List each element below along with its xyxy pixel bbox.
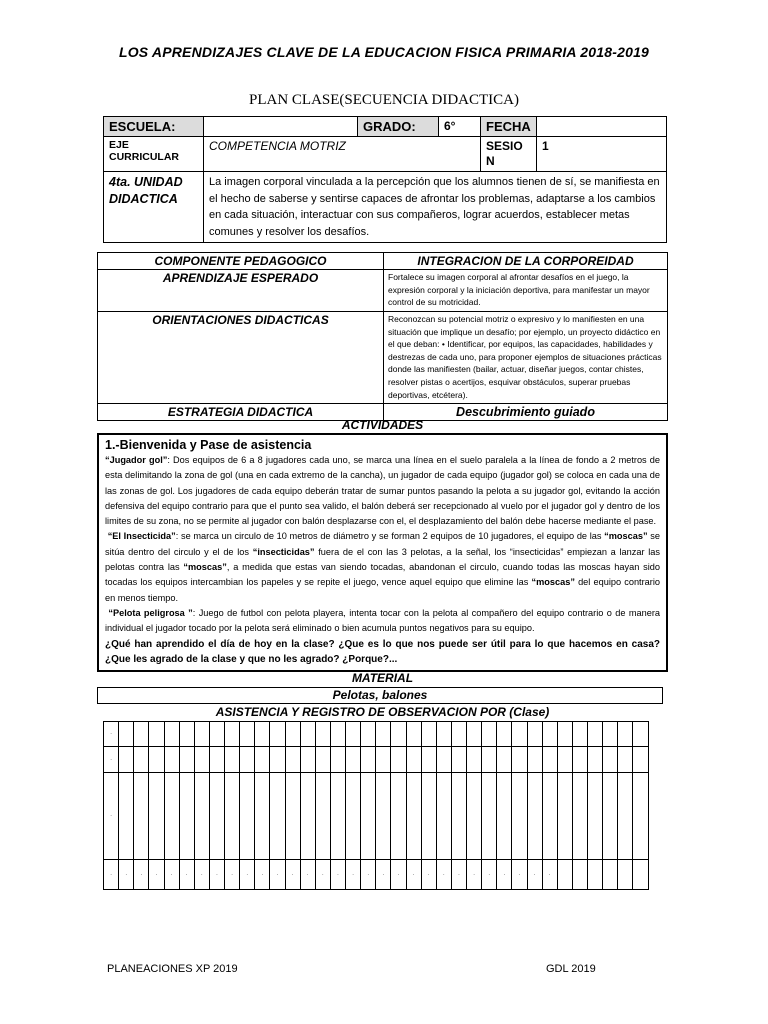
pedagogic-table [97,252,668,421]
attendance-cell: · [240,860,255,890]
attendance-cell [618,722,633,747]
plan-title: PLAN CLASE(SECUENCIA DIDACTICA) [249,92,519,108]
attendance-cell [557,747,572,773]
attendance-cell [527,747,542,773]
attendance-cell [588,860,603,890]
attendance-cell [376,747,391,773]
attendance-cell [134,773,149,860]
attendance-cell: · [179,860,194,890]
activity-text: se sitúa dentro del circulo y el de los [105,531,660,557]
attendance-cell [179,722,194,747]
activity-text: : se marca un circulo de 10 metros de diámetro y se forman 2 equipos de 10 jugadores, el equipo de las [175,531,605,542]
grado-label: GRADO: [358,117,439,137]
attendance-cell [376,722,391,747]
attendance-cell: · [255,860,270,890]
reflection-questions: ¿Qué han aprendido el día de hoy en la clase? ¿Que es lo que nos puede ser útil para lo que hacemos en casa? ¿Que les agrado de la clase y que no les agrado? ¿Porque?... [105,638,660,665]
attendance-cell [497,773,512,860]
attendance-cell [603,860,618,890]
attendance-cell [164,747,179,773]
attendance-cell [557,860,572,890]
attendance-cell [557,722,572,747]
attendance-cell [134,747,149,773]
attendance-cell [149,747,164,773]
unidad-text: La imagen corporal vinculada a la percepción que los alumnos tienen de sí, se manifiesta en el hecho de saberse y sentirse capaces de afrontar los problemas, adaptarse a los cambios en cada situación, interactuar con sus compañeros, lograr acuerdos, establecer metas comunes y resolver los desafíos. [204,172,667,243]
attendance-cell: · [527,860,542,890]
attendance-cell [436,747,451,773]
activities-heading: 1.-Bienvenida y Pase de asistencia [105,438,312,452]
attendance-grid [103,721,649,890]
attendance-cell [467,722,482,747]
attendance-cell [603,722,618,747]
attendance-title: ASISTENCIA Y REGISTRO DE OBSERVACION POR (Clase) [215,705,550,719]
attendance-cell [361,722,376,747]
attendance-cell [557,773,572,860]
attendance-cell [451,773,466,860]
attendance-cell [497,722,512,747]
attendance-cell [482,747,497,773]
attendance-cell: · [436,860,451,890]
attendance-cell: · [421,860,436,890]
attendance-cell: · [391,860,406,890]
material-value: Pelotas, balones [97,687,663,704]
attendance-cell [421,722,436,747]
attendance-cell: · [209,860,224,890]
sesion-label: SESIO N [481,137,537,172]
attendance-cell: · [104,722,119,747]
attendance-cell [149,722,164,747]
attendance-cell [406,747,421,773]
fecha-value [537,117,667,137]
attendance-cell: · [194,860,209,890]
attendance-cell: · [512,860,527,890]
attendance-cell [255,773,270,860]
attendance-cell: · [164,860,179,890]
activity-text: del equipo contrario en menos tiempo. [105,577,660,603]
attendance-cell: · [467,860,482,890]
attendance-cell [209,722,224,747]
activity-name: “Jugador gol” [105,455,168,465]
attendance-cell [633,860,649,890]
estrategia-label: ESTRATEGIA DIDACTICA [98,404,384,421]
escuela-label: ESCUELA: [104,117,204,137]
activity-name: “Pelota peligrosa ” [108,607,193,618]
attendance-cell [451,747,466,773]
attendance-cell [406,773,421,860]
attendance-cell [618,773,633,860]
attendance-cell [588,747,603,773]
attendance-row [104,722,649,747]
attendance-cell [194,722,209,747]
attendance-cell [361,773,376,860]
attendance-cell [497,747,512,773]
attendance-cell [588,773,603,860]
attendance-cell [527,722,542,747]
attendance-cell: · [300,860,315,890]
activity-term: “moscas” [183,562,227,573]
attendance-cell [467,773,482,860]
sesion-value: 1 [537,137,667,172]
attendance-cell: · [104,773,119,860]
attendance-cell: · [346,860,361,890]
attendance-cell [285,773,300,860]
activity-text: : Dos equipos de 6 a 8 jugadores cada uno, se marca una línea en el suelo paralela a la línea de fondo a 2 metros de esta delimitando la zona de gol (una en cada extremo de la cancha), un jugador de cada equipo (jugador gol) se coloca en cada una de las zonas de gol. Los jugadores de cada equipo deberán tratar de sumar puntos pasando la pelota a su jugador gol, evitando la acción defensiva del equipo contrario para que el punto sea valido, el balón deberá ser recepcionado al vuelo por el jugador gol y dentro de los limites de su zona, no se permite al jugador con balón desplazarse con el, el desplazamiento del balón debe hacerse mediante el pase. [105,455,660,527]
attendance-cell [542,722,557,747]
attendance-cell: · [119,860,134,890]
attendance-cell [391,722,406,747]
attendance-cell [240,773,255,860]
attendance-cell [300,722,315,747]
attendance-cell [542,773,557,860]
attendance-cell [164,773,179,860]
attendance-cell [603,773,618,860]
attendance-cell [572,860,587,890]
attendance-cell [406,722,421,747]
attendance-cell [618,860,633,890]
attendance-cell [436,722,451,747]
activity-text: : Juego de futbol con pelota playera, intenta tocar con la pelota al compañero del equipo contrario o de manera individual el jugador tocado por la pelota será eliminado o bien acumula puntos negativos para su equipo. [105,607,660,634]
escuela-value [204,117,358,137]
attendance-cell [209,747,224,773]
activity-term: “moscas” [531,577,575,588]
attendance-cell [225,722,240,747]
attendance-cell [346,722,361,747]
attendance-cell [436,773,451,860]
attendance-cell [300,747,315,773]
footer-right: GDL 2019 [546,963,596,975]
attendance-cell [315,722,330,747]
attendance-cell [164,722,179,747]
attendance-cell: · [104,860,119,890]
orientaciones-label: ORIENTACIONES DIDACTICAS [98,312,384,404]
estrategia-value: Descubrimiento guiado [384,404,668,421]
attendance-cell [482,773,497,860]
attendance-cell [240,747,255,773]
attendance-cell [633,773,649,860]
attendance-cell [512,747,527,773]
attendance-cell [633,747,649,773]
attendance-cell: · [149,860,164,890]
attendance-cell [285,747,300,773]
attendance-cell [255,722,270,747]
attendance-cell [149,773,164,860]
activity-text: fuera de el con las 3 pelotas, a la señal, los “insecticidas” empiezan a lanzar las pelotas contra las [105,546,660,573]
footer-left: PLANEACIONES XP 2019 [107,963,238,975]
attendance-cell [391,747,406,773]
componente-value: INTEGRACION DE LA CORPOREIDAD [384,253,668,270]
aprendizaje-value: Fortalece su imagen corporal al afrontar desafíos en el juego, la expresión corporal y la iniciación deportiva, para manifestar un mayor control de su motricidad. [384,270,668,312]
fecha-label: FECHA [481,117,537,137]
attendance-cell [255,747,270,773]
info-table [103,116,667,243]
orientaciones-value: Reconozcan su potencial motriz o expresivo y lo manifiesten en una situación que implique un desafío; por ejemplo, un proyecto didáctico en el que deban: • Identificar, por equipos, las capacidades, habilidades y destrezas de cada uno, para proponer ejemplos de situaciones prácticas donde las manifiesten (bailar, actuar, diseñar juegos, contar chistes, resolver pistas o acertijos, esquivar obstáculos, superar pruebas deportivas, etcétera). [384,312,668,404]
attendance-cell [346,773,361,860]
attendance-cell [572,773,587,860]
attendance-cell [270,773,285,860]
attendance-cell: · [376,860,391,890]
unidad-label: 4ta. UNIDAD DIDACTICA [104,172,204,243]
document-header: LOS APRENDIZAJES CLAVE DE LA EDUCACION FISICA PRIMARIA 2018-2019 [118,44,650,60]
attendance-cell: · [361,860,376,890]
attendance-cell [119,722,134,747]
attendance-cell [119,747,134,773]
attendance-cell: · [104,747,119,773]
activity-term: “insecticidas” [252,546,315,557]
aprendizaje-label: APRENDIZAJE ESPERADO [98,270,384,312]
attendance-cell [134,722,149,747]
attendance-cell [285,722,300,747]
attendance-cell [300,773,315,860]
attendance-cell [391,773,406,860]
attendance-cell: · [225,860,240,890]
attendance-cell [179,773,194,860]
attendance-cell [330,773,345,860]
attendance-cell [421,773,436,860]
attendance-cell [572,722,587,747]
attendance-cell [482,722,497,747]
attendance-cell [542,747,557,773]
attendance-cell [179,747,194,773]
componente-label: COMPONENTE PEDAGOGICO [98,253,384,270]
attendance-cell: · [451,860,466,890]
attendance-cell: · [315,860,330,890]
attendance-cell: · [330,860,345,890]
attendance-cell [421,747,436,773]
attendance-cell [270,722,285,747]
attendance-cell [315,747,330,773]
attendance-cell: · [482,860,497,890]
attendance-row [104,773,649,860]
attendance-cell: · [270,860,285,890]
attendance-cell [512,722,527,747]
attendance-cell [330,722,345,747]
attendance-cell [512,773,527,860]
activities-title: ACTIVIDADES [341,418,424,432]
attendance-cell [119,773,134,860]
grado-value: 6° [439,117,481,137]
attendance-cell [225,773,240,860]
attendance-row [104,860,649,890]
attendance-cell: · [406,860,421,890]
attendance-cell [194,773,209,860]
attendance-cell: · [134,860,149,890]
attendance-cell [361,747,376,773]
attendance-cell: · [285,860,300,890]
attendance-cell [467,747,482,773]
activities-box [97,433,668,672]
attendance-cell [633,722,649,747]
attendance-cell [194,747,209,773]
attendance-cell [330,747,345,773]
eje-value: COMPETENCIA MOTRIZ [204,137,481,172]
attendance-cell [618,747,633,773]
attendance-row [104,747,649,773]
activity-insecticida [105,529,660,605]
activity-pelota-peligrosa [105,606,660,637]
attendance-cell [572,747,587,773]
attendance-cell [451,722,466,747]
attendance-cell [346,747,361,773]
activity-text: , a medida que estas van siendo tocadas, abandonan el circulo, cuando todas las moscas hayan sido tocadas los equipos intercambian los papeles y se repite el juego, vence aquel equipo que elimine las [105,562,660,588]
material-title: MATERIAL [351,671,414,685]
attendance-cell: · [542,860,557,890]
attendance-cell [588,722,603,747]
attendance-cell: · [497,860,512,890]
activity-jugador-gol [105,453,660,529]
eje-label: EJE CURRICULAR [104,137,204,172]
attendance-cell [603,747,618,773]
attendance-cell [209,773,224,860]
attendance-cell [527,773,542,860]
attendance-cell [270,747,285,773]
attendance-cell [240,722,255,747]
attendance-cell [225,747,240,773]
activity-name: “El Insecticida” [107,531,176,542]
activity-term: “moscas” [604,531,648,542]
attendance-cell [315,773,330,860]
attendance-cell [376,773,391,860]
